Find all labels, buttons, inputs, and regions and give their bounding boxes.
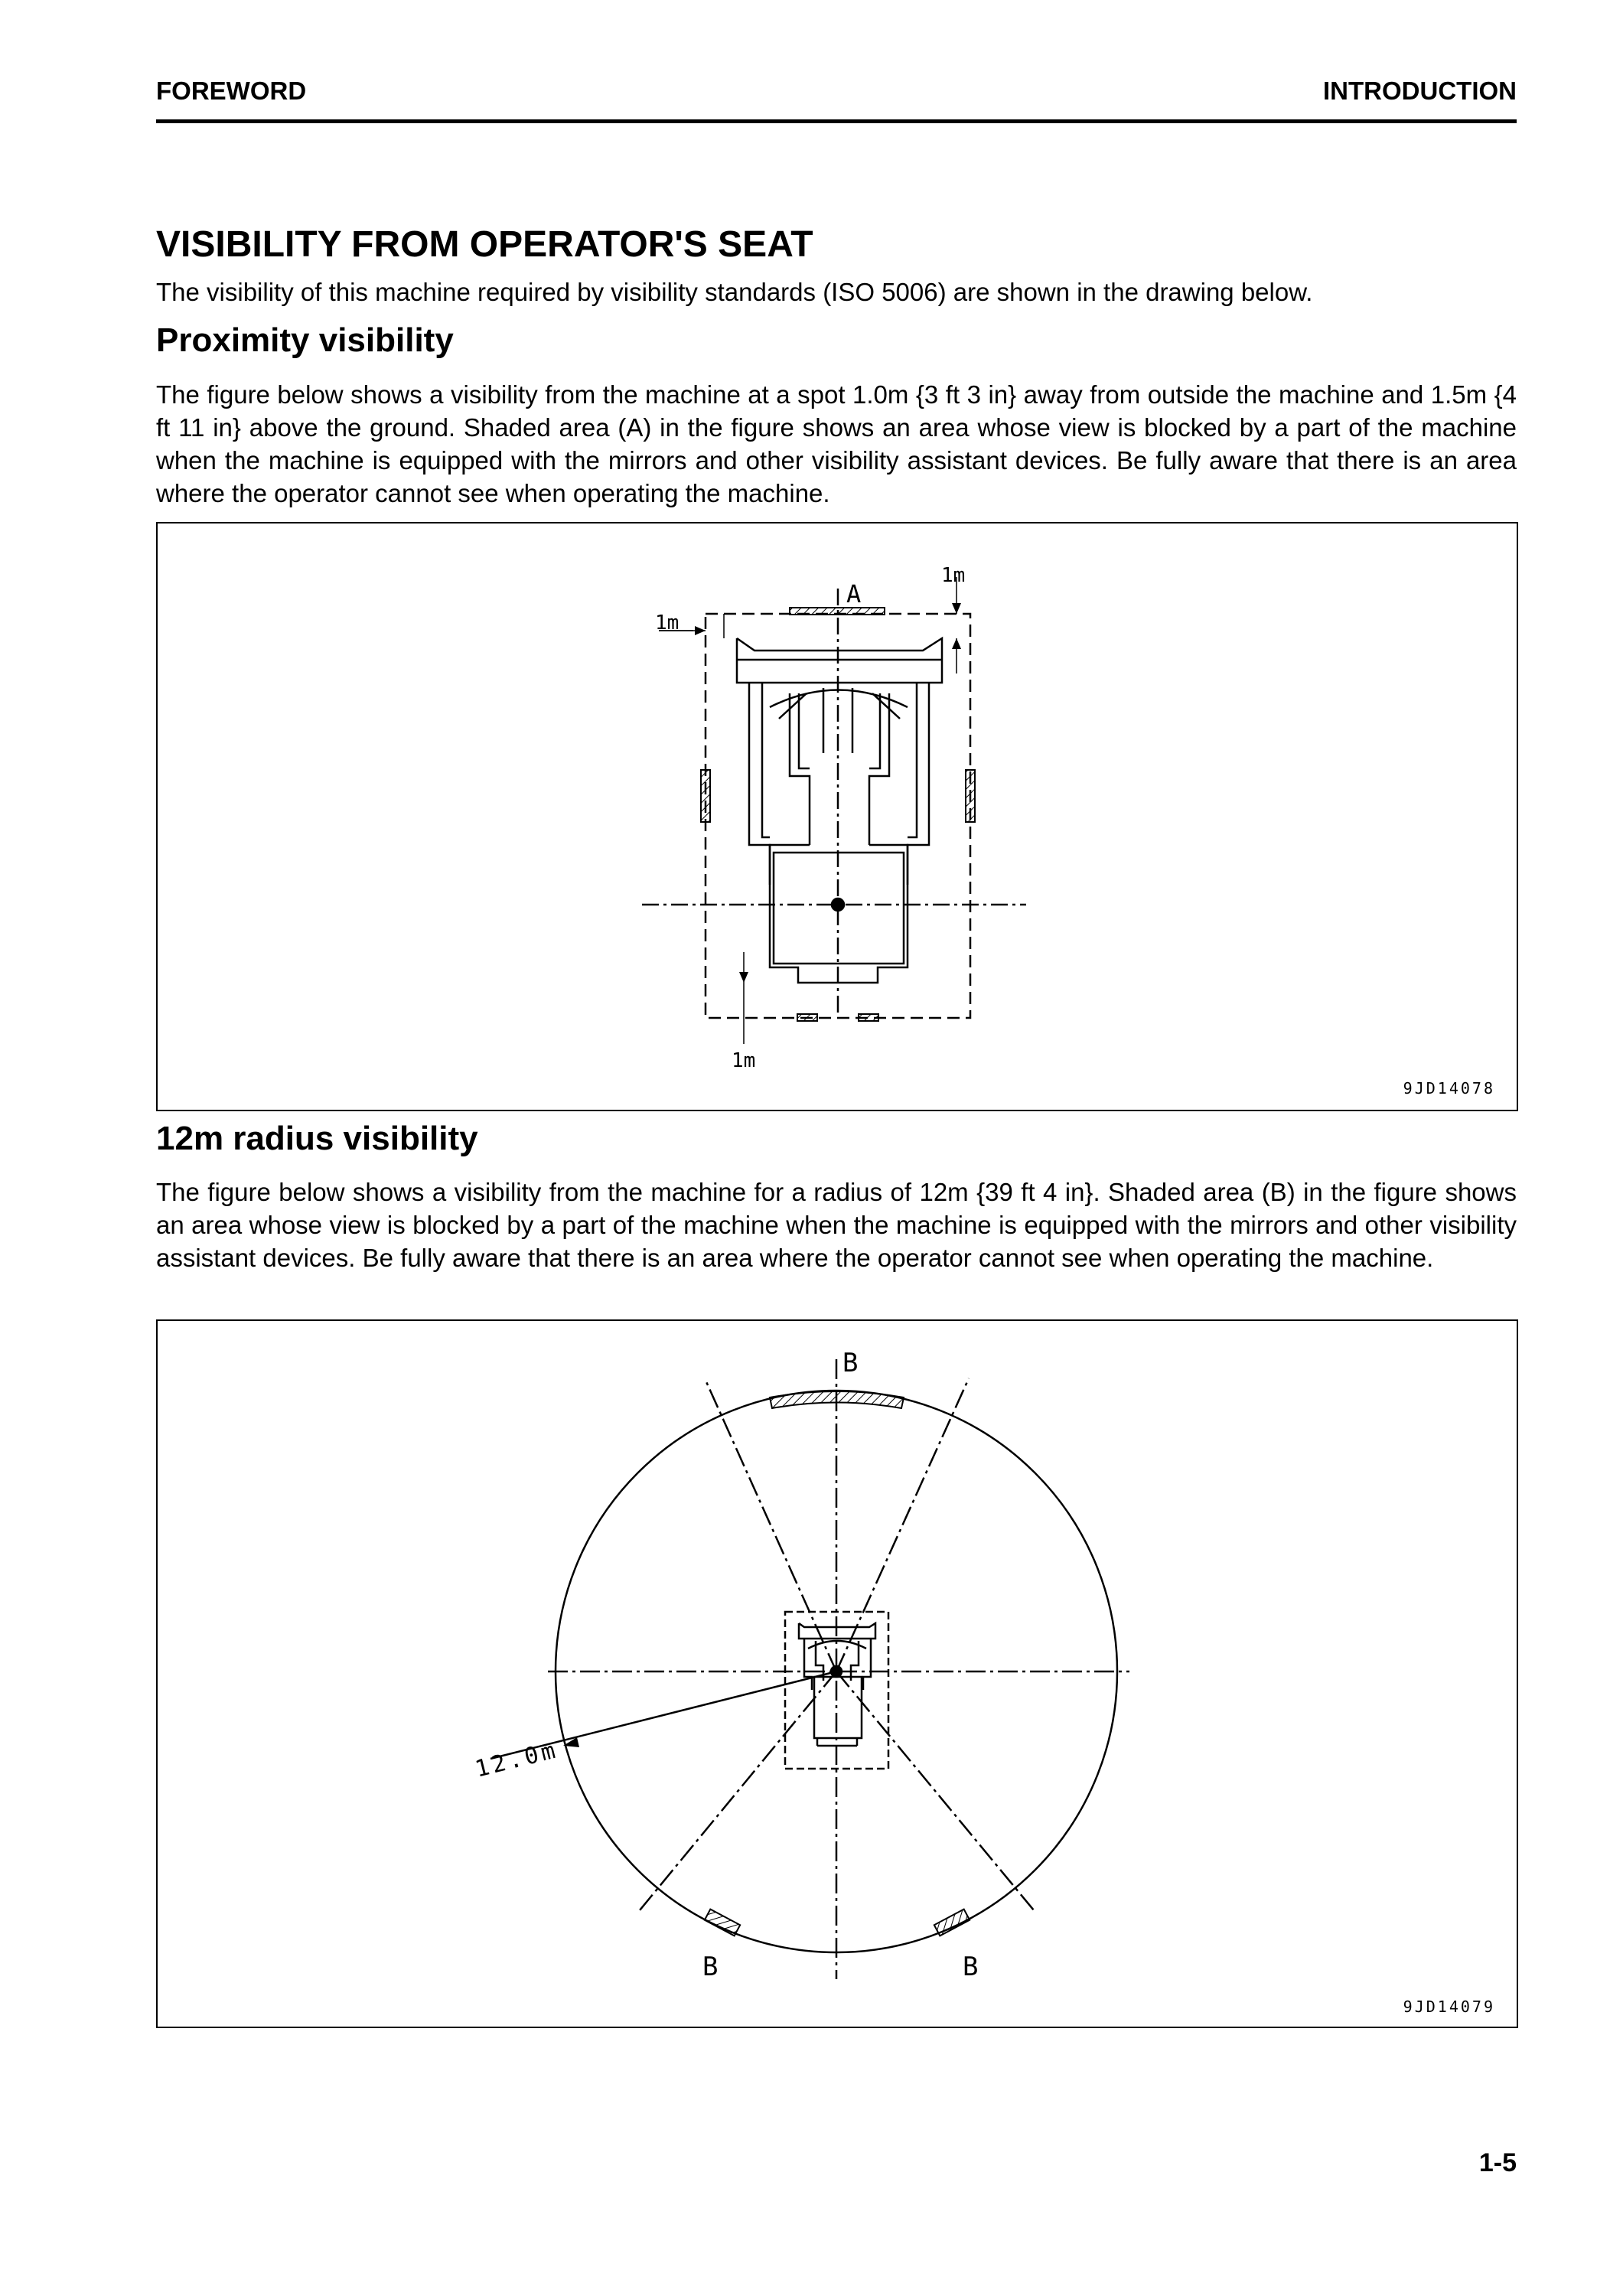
page-header: [156, 77, 1517, 123]
radius-text: The figure below shows a visibility from the machine for a radius of 12m {39 ft 4 in}. Shaded area (B) in the figure shows an area whose view is blocked by a part of the machine when the machine is equipped with the mirrors and other visibility assistant devices. Be fully aware that there is an area where the operator cannot see when operating the machine.: [156, 1178, 1517, 1272]
proximity-heading: Proximity visibility: [156, 321, 454, 359]
radius-heading: 12m radius visibility: [156, 1120, 478, 1157]
intro-text: The visibility of this machine required by visibility standards (ISO 5006) are shown in the drawing below.: [156, 278, 1313, 306]
proximity-text: The figure below shows a visibility from the machine at a spot 1.0m {3 ft 3 in} away from outside the machine and 1.5m {4 ft 11 in} above the ground. Shaded area (A) in the figure shows an area whose view is blocked by a part of the machine when the machine is equipped with the mirrors and other visibility assistant devices. Be fully aware that there is an area where the operator cannot see when operating the machine.: [156, 380, 1517, 507]
page-number: 1-5: [1478, 2148, 1517, 2177]
radius-label: 12.0m: [472, 1737, 561, 1783]
header-section: FOREWORD: [156, 77, 307, 105]
radius-figure: [156, 1319, 1518, 2028]
dim-bottom: 1m: [732, 1049, 756, 1072]
proximity-diagram: [158, 523, 1517, 1110]
figure-id: 9JD14078: [1403, 1079, 1495, 1097]
label-a: A: [846, 579, 862, 608]
label-b-bottom-right: B: [963, 1952, 979, 1982]
proximity-figure: [156, 522, 1518, 1111]
label-b-top: B: [842, 1348, 859, 1378]
header-chapter: INTRODUCTION: [1323, 77, 1517, 105]
dim-left: 1m: [655, 612, 680, 634]
dim-top-right: 1m: [941, 564, 966, 587]
page-title: VISIBILITY FROM OPERATOR'S SEAT: [156, 224, 813, 265]
label-b-bottom-left: B: [702, 1952, 719, 1982]
figure-id: 9JD14079: [1403, 1998, 1495, 2016]
radius-diagram: [158, 1321, 1517, 2027]
